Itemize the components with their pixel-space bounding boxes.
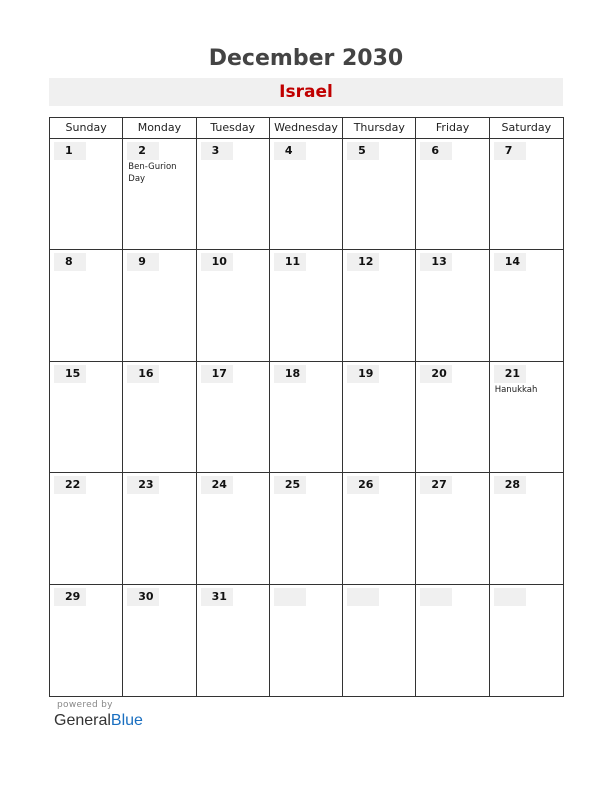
day-cell (490, 362, 563, 473)
day-cell (270, 362, 343, 473)
day-cell (270, 250, 343, 361)
day-cell (490, 473, 563, 584)
day-cell (123, 585, 196, 696)
weekday-header: Tuesday (197, 118, 270, 139)
brand-name-general: General (54, 712, 111, 729)
holiday-label: Ben-Gurion Day (128, 162, 177, 184)
day-cell (50, 473, 123, 584)
brand-logo[interactable] (54, 712, 143, 730)
day-cell (123, 473, 196, 584)
day-number: 4 (274, 142, 306, 160)
day-number: 22 (54, 476, 86, 494)
holiday-label: Hanukkah (494, 384, 538, 395)
day-cell (343, 139, 416, 250)
day-number: 29 (54, 588, 86, 606)
day-number: 7 (494, 142, 526, 160)
day-number: 5 (347, 142, 379, 160)
country-bar (49, 78, 563, 106)
day-number: 6 (420, 142, 452, 160)
day-number: 14 (494, 253, 526, 271)
day-number (494, 588, 526, 606)
day-cell (343, 585, 416, 696)
day-number: 21 (494, 365, 526, 383)
day-cell (197, 585, 270, 696)
day-number: 3 (201, 142, 233, 160)
day-number: 27 (420, 476, 452, 494)
day-cell (416, 473, 489, 584)
day-number: 18 (274, 365, 306, 383)
day-cell (343, 362, 416, 473)
day-number: 30 (127, 588, 159, 606)
day-cell (50, 250, 123, 361)
day-cell (490, 250, 563, 361)
day-number: 19 (347, 365, 379, 383)
day-number: 12 (347, 253, 379, 271)
calendar-title: December 2030 (208, 46, 404, 71)
day-cell (197, 139, 270, 250)
day-number (420, 588, 452, 606)
weekday-header: Monday (123, 118, 196, 139)
day-number: 28 (494, 476, 526, 494)
day-cell (270, 473, 343, 584)
day-number: 31 (201, 588, 233, 606)
day-cell (197, 362, 270, 473)
day-cell (270, 585, 343, 696)
day-number: 11 (274, 253, 306, 271)
day-number: 8 (54, 253, 86, 271)
weekday-header: Wednesday (270, 118, 343, 139)
day-number: 13 (420, 253, 452, 271)
weekday-header: Thursday (343, 118, 416, 139)
day-cell (343, 250, 416, 361)
weekday-header: Saturday (490, 118, 563, 139)
weekday-header: Friday (416, 118, 489, 139)
day-number: 16 (127, 365, 159, 383)
day-cell (270, 139, 343, 250)
day-cell (490, 139, 563, 250)
day-number: 17 (201, 365, 233, 383)
day-number: 26 (347, 476, 379, 494)
weekday-header: Sunday (50, 118, 123, 139)
day-cell (123, 362, 196, 473)
day-number: 1 (54, 142, 86, 160)
day-cell (50, 139, 123, 250)
country-name: Israel (279, 82, 333, 102)
day-cell (197, 250, 270, 361)
day-number: 15 (54, 365, 86, 383)
brand-name-blue: Blue (110, 712, 143, 729)
day-number: 20 (420, 365, 452, 383)
day-number: 2 (127, 142, 159, 160)
day-cell (343, 473, 416, 584)
day-cell (416, 250, 489, 361)
day-number (347, 588, 379, 606)
day-cell (123, 139, 196, 250)
day-cell (50, 585, 123, 696)
day-cell (416, 362, 489, 473)
day-number: 23 (127, 476, 159, 494)
day-cell (50, 362, 123, 473)
day-number (274, 588, 306, 606)
calendar-grid (49, 117, 564, 697)
day-cell (123, 250, 196, 361)
day-number: 10 (201, 253, 233, 271)
day-cell (490, 585, 563, 696)
day-cell (416, 139, 489, 250)
day-cell (416, 585, 489, 696)
day-cell (197, 473, 270, 584)
day-number: 24 (201, 476, 233, 494)
powered-by-label: powered by (57, 700, 113, 710)
day-number: 25 (274, 476, 306, 494)
day-number: 9 (127, 253, 159, 271)
